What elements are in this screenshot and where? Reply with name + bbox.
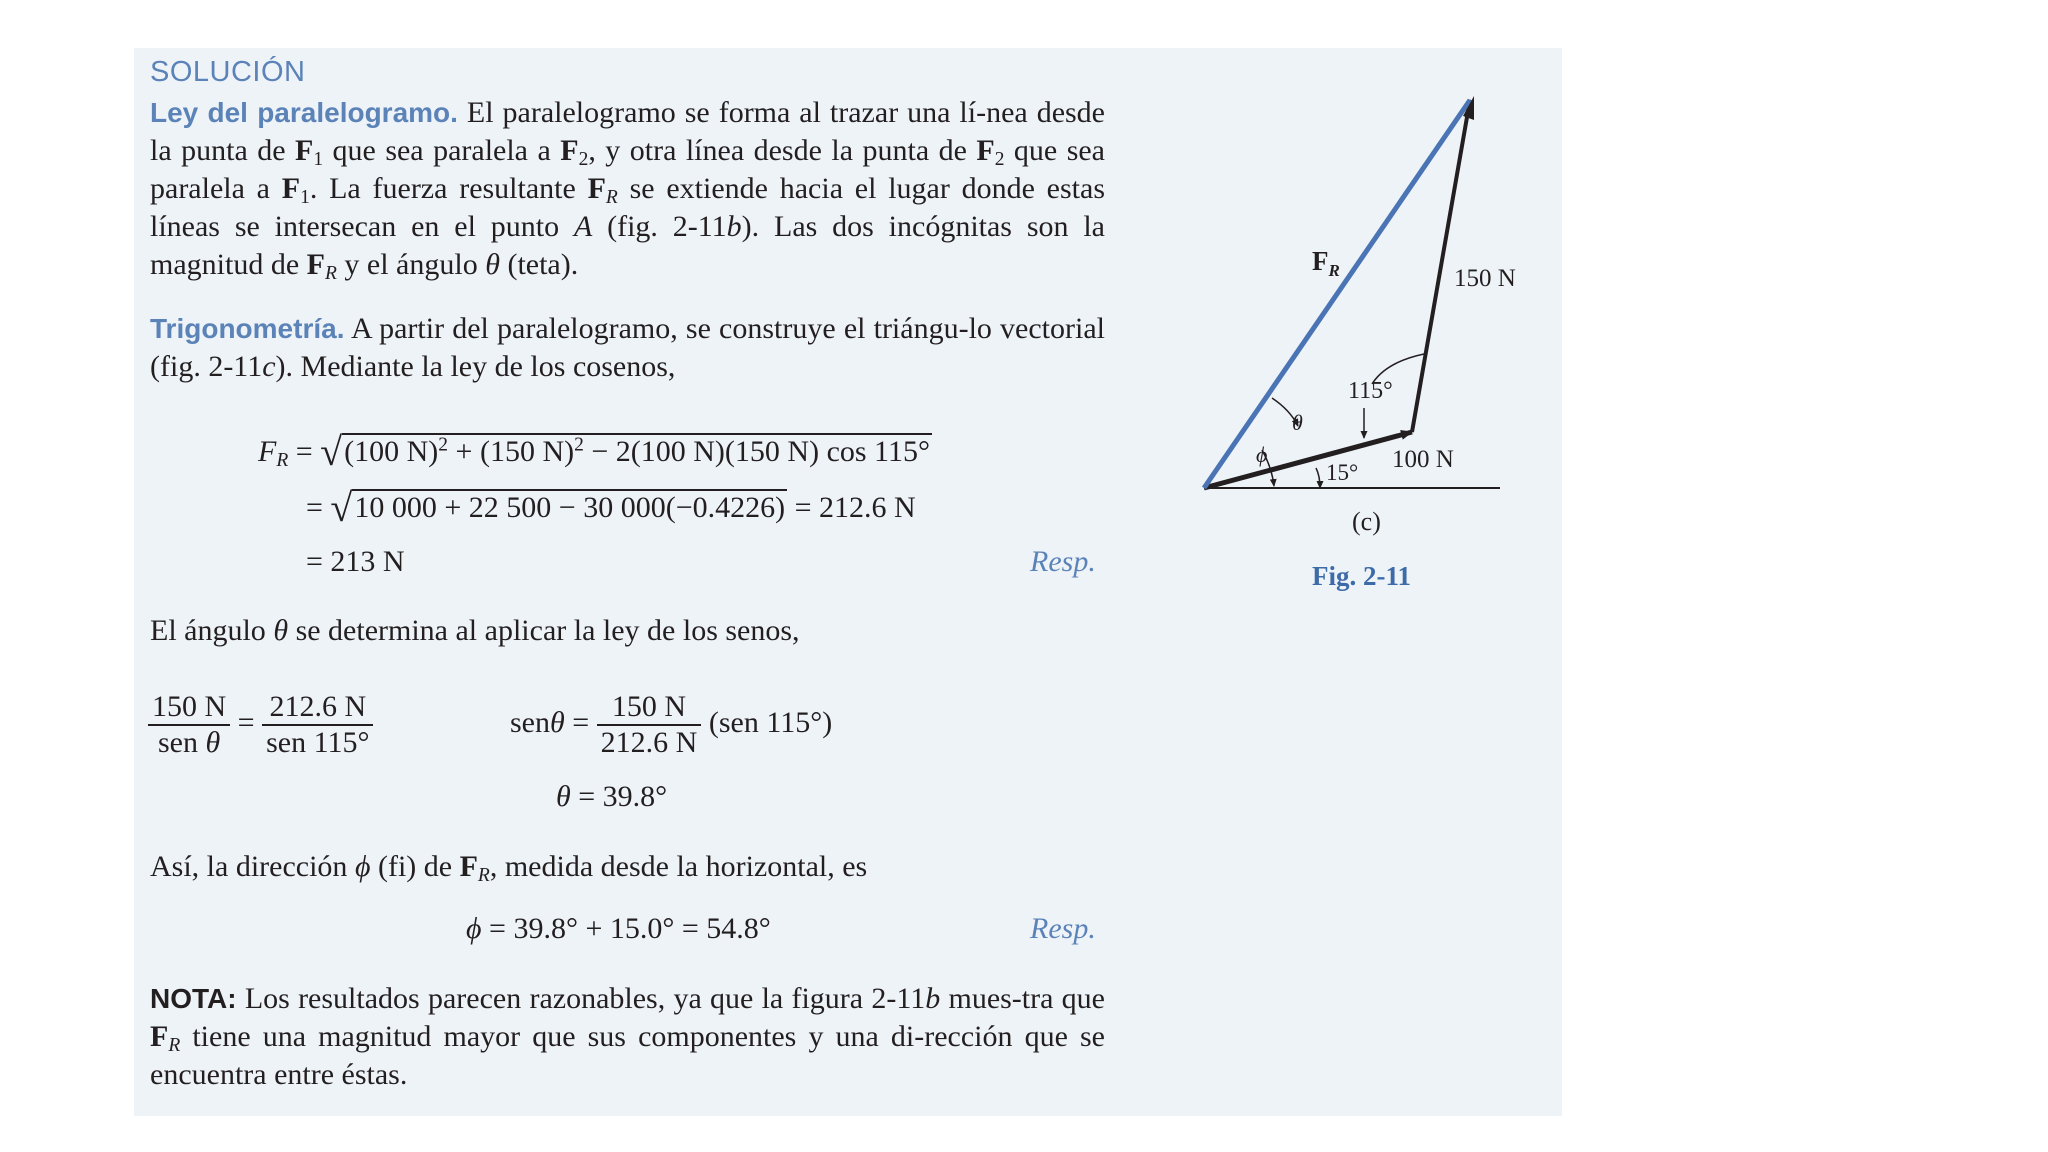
vector-symbol: F bbox=[459, 850, 478, 883]
resultant-vector bbox=[1204, 100, 1470, 488]
text: mues-tra que bbox=[940, 982, 1105, 1015]
subscript: R bbox=[276, 449, 289, 471]
radical-sign: √ bbox=[320, 429, 343, 474]
vector-symbol: F bbox=[306, 248, 325, 281]
answer-marker: Resp. bbox=[1030, 912, 1096, 945]
text: . La fuerza resultante bbox=[309, 172, 588, 205]
label-100n: 100 N bbox=[1392, 446, 1454, 473]
radicand: 10 000 + 22 500 − 30 000(−0.4226) bbox=[354, 491, 786, 524]
figure-ref: b bbox=[925, 982, 941, 1015]
text: se extiende hacia el lugar donde estas líneas se intersecan en el punto bbox=[150, 172, 1105, 243]
text: Así, la dirección bbox=[150, 850, 355, 883]
text: (fi) de bbox=[370, 850, 460, 883]
text: (sen 115°) bbox=[701, 705, 833, 739]
figure-part-label: (c) bbox=[1352, 507, 1381, 536]
label-115-deg: 115° bbox=[1348, 378, 1393, 404]
text: que sea paralela a bbox=[150, 134, 1105, 205]
text: , medida desde la horizontal, es bbox=[489, 850, 868, 883]
theta-symbol: θ bbox=[273, 614, 289, 647]
result: = 39.8° bbox=[570, 780, 668, 813]
vector-symbol: F bbox=[976, 134, 995, 167]
text: A partir del paralelogramo, se construye el triángu-lo vectorial (fig. 2-11 bbox=[150, 312, 1105, 383]
phi-symbol: ϕ bbox=[466, 912, 482, 945]
term: + (150 N) bbox=[448, 435, 575, 468]
figure-ref: b bbox=[726, 210, 742, 243]
figure-caption: Fig. 2-11 bbox=[1312, 561, 1411, 591]
sen: sen bbox=[510, 705, 550, 739]
text: El paralelogramo se forma al trazar una lí-nea desde la punta de bbox=[150, 96, 1105, 167]
text: ). Las dos incógnitas son la magnitud de bbox=[150, 210, 1105, 281]
radical-sign: √ bbox=[330, 485, 353, 530]
text: ). Mediante la ley de los cosenos, bbox=[275, 350, 676, 383]
phi-symbol: ϕ bbox=[354, 850, 371, 883]
equals: = bbox=[237, 705, 255, 739]
paragraph-title: Ley del paralelogramo. bbox=[150, 97, 458, 128]
theta-symbol: θ bbox=[556, 780, 571, 813]
text: = 39.8° + 15.0° = 54.8° bbox=[481, 912, 771, 945]
subscript: R bbox=[605, 186, 618, 208]
text: (fig. 2-11 bbox=[592, 210, 727, 243]
numerator: 150 N bbox=[597, 690, 702, 726]
point-label: A bbox=[573, 210, 593, 243]
theta-symbol: θ bbox=[550, 705, 565, 739]
theta-symbol: θ bbox=[485, 248, 500, 281]
numerator: 150 N bbox=[148, 690, 230, 726]
subscript: R bbox=[168, 1034, 181, 1056]
subscript: 2 bbox=[994, 148, 1005, 170]
label-150n: 150 N bbox=[1454, 265, 1516, 292]
vector-symbol: F bbox=[281, 172, 301, 205]
paragraph-title: Trigonometría. bbox=[150, 313, 345, 344]
label-theta: θ bbox=[1292, 410, 1303, 435]
theta-symbol: θ bbox=[205, 726, 221, 759]
equals: = bbox=[306, 491, 331, 524]
angle-15-arc bbox=[1316, 468, 1320, 488]
text: , y otra línea desde la punta de bbox=[588, 134, 977, 167]
subscript: 1 bbox=[300, 186, 310, 208]
exponent: 2 bbox=[574, 434, 584, 456]
vector-symbol: F bbox=[295, 134, 314, 167]
text: (teta). bbox=[499, 248, 579, 281]
figure-ref: c bbox=[262, 350, 276, 383]
exponent: 2 bbox=[438, 434, 449, 456]
section-heading: SOLUCIÓN bbox=[150, 56, 306, 88]
subscript: R bbox=[324, 262, 337, 284]
text: se determina al aplicar la ley de los senos, bbox=[288, 614, 800, 647]
text: tiene una magnitud mayor que sus componentes y una di-rección que se encuentra entre éstas. bbox=[150, 1020, 1105, 1091]
subscript: R bbox=[477, 864, 490, 886]
text: que sea paralela a bbox=[323, 134, 561, 167]
resultant-magnitude: = 213 N bbox=[306, 545, 405, 578]
fr-label: $F_R$ bbox=[1312, 246, 1340, 280]
denominator: 212.6 N bbox=[600, 726, 698, 759]
result: = 212.6 N bbox=[787, 491, 916, 524]
fr-symbol: F bbox=[258, 435, 277, 468]
label-15-deg: 15° bbox=[1326, 460, 1359, 485]
equals: = bbox=[564, 705, 597, 739]
text: El ángulo bbox=[150, 614, 274, 647]
vector-symbol: F bbox=[150, 1020, 169, 1053]
answer-marker: Resp. bbox=[1030, 545, 1096, 578]
term: (100 N) bbox=[344, 435, 439, 468]
equals: = bbox=[288, 435, 321, 468]
subscript: 1 bbox=[313, 148, 324, 170]
note-title: NOTA: bbox=[150, 983, 237, 1014]
term: − 2(100 N)(150 N) cos 115° bbox=[583, 435, 930, 468]
vector-symbol: F bbox=[587, 172, 606, 205]
label-phi: ϕ bbox=[1256, 442, 1268, 467]
vector-symbol: F bbox=[560, 134, 579, 167]
denominator: sen 115° bbox=[266, 726, 370, 759]
numerator: 212.6 N bbox=[262, 690, 373, 726]
text: Los resultados parecen razonables, ya que la figura 2-11 bbox=[236, 982, 926, 1015]
text: sen bbox=[157, 726, 206, 759]
subscript: 2 bbox=[578, 148, 589, 170]
text: y el ángulo bbox=[336, 248, 486, 281]
